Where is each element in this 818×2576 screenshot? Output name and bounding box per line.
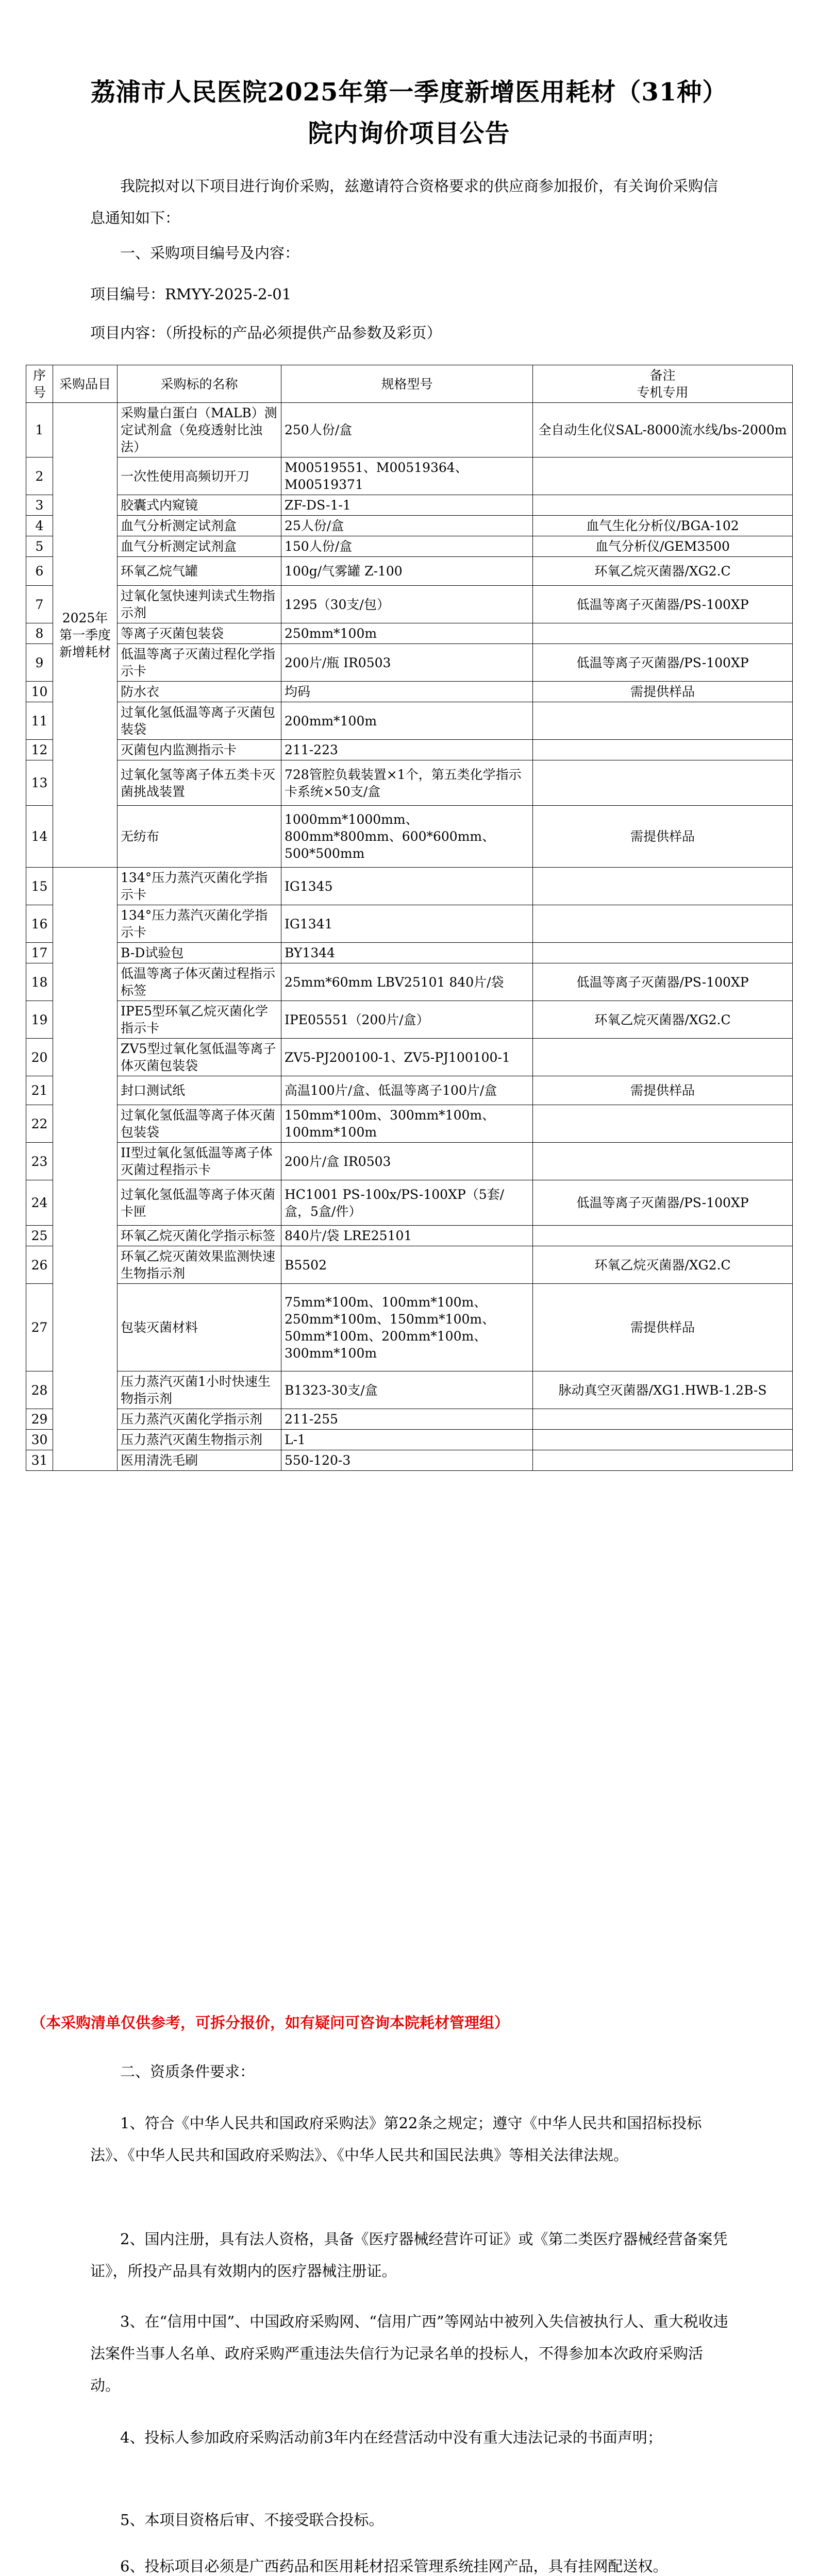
table-row	[26, 1076, 793, 1105]
item-remark: 低温等离子灭菌器/PS-100XP	[533, 1180, 793, 1226]
item-spec: 75mm*100m、100mm*100m、250mm*100m、150mm*100m、50mm*100m、200mm*100m、300mm*100m	[281, 1284, 533, 1371]
item-spec: 100g/气雾罐 Z-100	[281, 557, 533, 586]
item-remark	[533, 1105, 793, 1143]
table-row	[26, 1226, 793, 1246]
requirement-item: 6、投标项目必须是广西药品和医用耗材招采管理系统挂网产品，具有挂网配送权。	[120, 2557, 668, 2575]
item-remark	[533, 1143, 793, 1180]
table-row	[26, 516, 793, 536]
item-remark	[533, 1430, 793, 1450]
section-heading: 一、采购项目编号及内容：	[120, 244, 300, 262]
item-spec: 550-120-3	[281, 1450, 533, 1471]
header-spec: 规格型号	[281, 365, 533, 403]
requirement-item: 1、符合《中华人民共和国政府采购法》第22条之规定；遵守《中华人民共和国招标投标法》、《中华人民共和国政府采购法》、《中华人民共和国民法典》等相关法律法规。	[90, 2114, 702, 2164]
row-number: 25	[26, 1226, 53, 1246]
item-remark	[533, 1226, 793, 1246]
item-name: 环氧乙烷灭菌化学指示标签	[118, 1226, 281, 1246]
item-remark: 需提供样品	[533, 1076, 793, 1105]
item-spec: 1295（30支/包）	[281, 586, 533, 623]
item-spec: 200mm*100m	[281, 702, 533, 740]
item-name: 压力蒸汽灭菌1小时快速生物指示剂	[118, 1371, 281, 1409]
item-spec: M00519551、M00519364、M00519371	[281, 457, 533, 495]
item-name: 过氧化氢等离子体五类卡灭菌挑战装置	[118, 760, 281, 806]
row-number: 10	[26, 682, 53, 702]
header-category: 采购品目	[53, 365, 118, 403]
item-remark: 血气生化分析仪/BGA-102	[533, 516, 793, 536]
item-spec: B1323-30支/盒	[281, 1371, 533, 1409]
item-name: 无纺布	[118, 806, 281, 868]
category-cell: 2025年第一季度新增耗材	[53, 403, 118, 868]
row-number: 19	[26, 1001, 53, 1039]
item-remark: 环氧乙烷灭菌器/XG2.C	[533, 1246, 793, 1284]
item-name: 防水衣	[118, 682, 281, 702]
item-name: 过氧化氢低温等离子体灭菌卡匣	[118, 1180, 281, 1226]
row-number: 1	[26, 403, 53, 457]
table-row	[26, 1450, 793, 1471]
item-remark	[533, 702, 793, 740]
item-spec: 150mm*100m、300mm*100m、100mm*100m	[281, 1105, 533, 1143]
row-number: 15	[26, 868, 53, 905]
table-row	[26, 495, 793, 516]
item-spec: 250人份/盒	[281, 403, 533, 457]
table-row	[26, 1001, 793, 1039]
item-spec: 200片/瓶 IR0503	[281, 644, 533, 682]
item-name: 灭菌包内监测指示卡	[118, 740, 281, 760]
item-name: 血气分析测定试剂盒	[118, 516, 281, 536]
item-spec: 均码	[281, 682, 533, 702]
item-name: 过氧化氢低温等离子体灭菌包装袋	[118, 1105, 281, 1143]
intro-paragraph: 我院拟对以下项目进行询价采购，兹邀请符合资格要求的供应商参加报价，有关询价采购信息通知如下：	[90, 177, 719, 227]
row-number: 29	[26, 1409, 53, 1430]
item-remark	[533, 868, 793, 905]
page-subtitle: 院内询价项目公告	[308, 119, 510, 148]
item-spec: 211-255	[281, 1409, 533, 1430]
item-spec: 840片/袋 LRE25101	[281, 1226, 533, 1246]
item-remark: 需提供样品	[533, 682, 793, 702]
item-spec: IPE05551（200片/盒）	[281, 1001, 533, 1039]
item-spec: ZV5-PJ200100-1、ZV5-PJ100100-1	[281, 1039, 533, 1076]
table-row	[26, 868, 793, 905]
item-name: IPE5型环氧乙烷灭菌化学指示卡	[118, 1001, 281, 1039]
table-header-row	[26, 365, 793, 403]
row-number: 3	[26, 495, 53, 516]
category-cell	[53, 868, 118, 1471]
item-name: ZV5型过氧化氢低温等离子体灭菌包装袋	[118, 1039, 281, 1076]
item-spec: 1000mm*1000mm、800mm*800mm、600*600mm、500*500mm	[281, 806, 533, 868]
item-remark	[533, 740, 793, 760]
row-number: 13	[26, 760, 53, 806]
item-name: 环氧乙烷灭菌效果监测快速生物指示剂	[118, 1246, 281, 1284]
item-name: 过氧化氢低温等离子灭菌包装袋	[118, 702, 281, 740]
item-remark: 环氧乙烷灭菌器/XG2.C	[533, 557, 793, 586]
item-remark	[533, 943, 793, 963]
header-name: 采购标的名称	[118, 365, 281, 403]
row-number: 31	[26, 1450, 53, 1471]
item-spec: B5502	[281, 1246, 533, 1284]
table-row	[26, 760, 793, 806]
item-remark: 低温等离子灭菌器/PS-100XP	[533, 963, 793, 1001]
table-row	[26, 457, 793, 495]
row-number: 20	[26, 1039, 53, 1076]
item-spec: 728管腔负载装置×1个，第五类化学指示卡系统×50支/盒	[281, 760, 533, 806]
header-remark: 备注 专机专用	[533, 365, 793, 403]
row-number: 11	[26, 702, 53, 740]
project-number: 项目编号：RMYY-2025-2-01	[90, 285, 292, 303]
item-name: 134°压力蒸汽灭菌化学指示卡	[118, 905, 281, 943]
row-number: 5	[26, 536, 53, 557]
item-remark: 低温等离子灭菌器/PS-100XP	[533, 586, 793, 623]
row-number: 22	[26, 1105, 53, 1143]
row-number: 6	[26, 557, 53, 586]
item-name: 包装灭菌材料	[118, 1284, 281, 1371]
row-number: 4	[26, 516, 53, 536]
table-row	[26, 557, 793, 586]
item-name: II型过氧化氢低温等离子体灭菌过程指示卡	[118, 1143, 281, 1180]
item-remark	[533, 623, 793, 644]
requirement-item: 5、本项目资格后审、不接受联合投标。	[120, 2511, 384, 2529]
table-row	[26, 1371, 793, 1409]
item-spec: 200片/盒 IR0503	[281, 1143, 533, 1180]
item-name: 压力蒸汽灭菌生物指示剂	[118, 1430, 281, 1450]
table-row	[26, 1039, 793, 1076]
item-name: B-D试验包	[118, 943, 281, 963]
item-name: 一次性使用高频切开刀	[118, 457, 281, 495]
item-remark: 血气分析仪/GEM3500	[533, 536, 793, 557]
row-number: 23	[26, 1143, 53, 1180]
table-row	[26, 644, 793, 682]
requirement-item: 3、在“信用中国”、中国政府采购网、“信用广西”等网站中被列入失信被执行人、重大税收违法案件当事人名单、政府采购严重违法失信行为记录名单的投标人，不得参加本次政府采购活动。	[90, 2313, 728, 2394]
table-row	[26, 702, 793, 740]
item-spec: 250mm*100m	[281, 623, 533, 644]
table-row	[26, 586, 793, 623]
table-row	[26, 943, 793, 963]
item-spec: BY1344	[281, 943, 533, 963]
item-spec: 211-223	[281, 740, 533, 760]
table-row	[26, 1180, 793, 1226]
item-name: 压力蒸汽灭菌化学指示剂	[118, 1409, 281, 1430]
row-number: 7	[26, 586, 53, 623]
row-number: 26	[26, 1246, 53, 1284]
item-spec: 150人份/盒	[281, 536, 533, 557]
item-spec: L-1	[281, 1430, 533, 1450]
table-row	[26, 1284, 793, 1371]
row-number: 28	[26, 1371, 53, 1409]
row-number: 12	[26, 740, 53, 760]
item-remark: 环氧乙烷灭菌器/XG2.C	[533, 1001, 793, 1039]
purchase-note: （本采购清单仅供参考，可拆分报价，如有疑问可咨询本院耗材管理组）	[31, 2014, 510, 2031]
item-remark: 脉动真空灭菌器/XG1.HWB-1.2B-S	[533, 1371, 793, 1409]
item-spec: HC1001 PS-100x/PS-100XP（5套/盒，5盒/件）	[281, 1180, 533, 1226]
row-number: 27	[26, 1284, 53, 1371]
table-row	[26, 1143, 793, 1180]
items-table	[26, 365, 793, 1471]
item-name: 医用清洗毛刷	[118, 1450, 281, 1471]
table-row	[26, 963, 793, 1001]
table-row	[26, 1430, 793, 1450]
item-remark	[533, 760, 793, 806]
table-row	[26, 682, 793, 702]
item-spec: IG1345	[281, 868, 533, 905]
item-name: 低温等离子灭菌过程化学指示卡	[118, 644, 281, 682]
row-number: 17	[26, 943, 53, 963]
item-remark	[533, 905, 793, 943]
table-row	[26, 740, 793, 760]
project-content: 项目内容：（所投标的产品必须提供产品参数及彩页）	[90, 324, 442, 342]
item-remark	[533, 1039, 793, 1076]
item-remark: 全自动生化仪SAL-8000流水线/bs-2000m	[533, 403, 793, 457]
item-name: 环氧乙烷气罐	[118, 557, 281, 586]
item-name: 采购量白蛋白（MALB）测定试剂盒（免疫透射比浊法）	[118, 403, 281, 457]
item-name: 血气分析测定试剂盒	[118, 536, 281, 557]
row-number: 9	[26, 644, 53, 682]
item-spec: IG1341	[281, 905, 533, 943]
item-spec: 高温100片/盒、低温等离子100片/盒	[281, 1076, 533, 1105]
row-number: 18	[26, 963, 53, 1001]
item-remark	[533, 1450, 793, 1471]
section-heading: 二、资质条件要求：	[120, 2063, 255, 2080]
item-name: 等离子灭菌包装袋	[118, 623, 281, 644]
item-spec: ZF-DS-1-1	[281, 495, 533, 516]
row-number: 21	[26, 1076, 53, 1105]
row-number: 8	[26, 623, 53, 644]
item-spec: 25mm*60mm LBV25101 840片/袋	[281, 963, 533, 1001]
item-name: 胶囊式内窥镜	[118, 495, 281, 516]
item-remark	[533, 1409, 793, 1430]
requirement-item: 4、投标人参加政府采购活动前3年内在经营活动中没有重大违法记录的书面声明；	[120, 2429, 662, 2446]
header-no: 序号	[26, 365, 53, 403]
row-number: 2	[26, 457, 53, 495]
item-name: 封口测试纸	[118, 1076, 281, 1105]
table-row	[26, 403, 793, 457]
table-row	[26, 1105, 793, 1143]
item-remark	[533, 457, 793, 495]
item-remark	[533, 495, 793, 516]
table-row	[26, 1246, 793, 1284]
row-number: 16	[26, 905, 53, 943]
row-number: 24	[26, 1180, 53, 1226]
item-name: 过氧化氢快速判读式生物指示剂	[118, 586, 281, 623]
item-remark: 低温等离子灭菌器/PS-100XP	[533, 644, 793, 682]
item-spec: 25人份/盒	[281, 516, 533, 536]
item-name: 低温等离子体灭菌过程指示标签	[118, 963, 281, 1001]
item-remark: 需提供样品	[533, 1284, 793, 1371]
row-number: 30	[26, 1430, 53, 1450]
item-remark: 需提供样品	[533, 806, 793, 868]
item-name: 134°压力蒸汽灭菌化学指示卡	[118, 868, 281, 905]
table-row	[26, 905, 793, 943]
table-row	[26, 1409, 793, 1430]
table-row	[26, 623, 793, 644]
row-number: 14	[26, 806, 53, 868]
requirement-item: 2、国内注册，具有法人资格，具备《医疗器械经营许可证》或《第二类医疗器械经营备案凭证》，所投产品具有效期内的医疗器械注册证。	[90, 2230, 728, 2280]
table-row	[26, 806, 793, 868]
page-title: 荔浦市人民医院2025年第一季度新增医用耗材（31种）	[90, 78, 728, 107]
table-row	[26, 536, 793, 557]
